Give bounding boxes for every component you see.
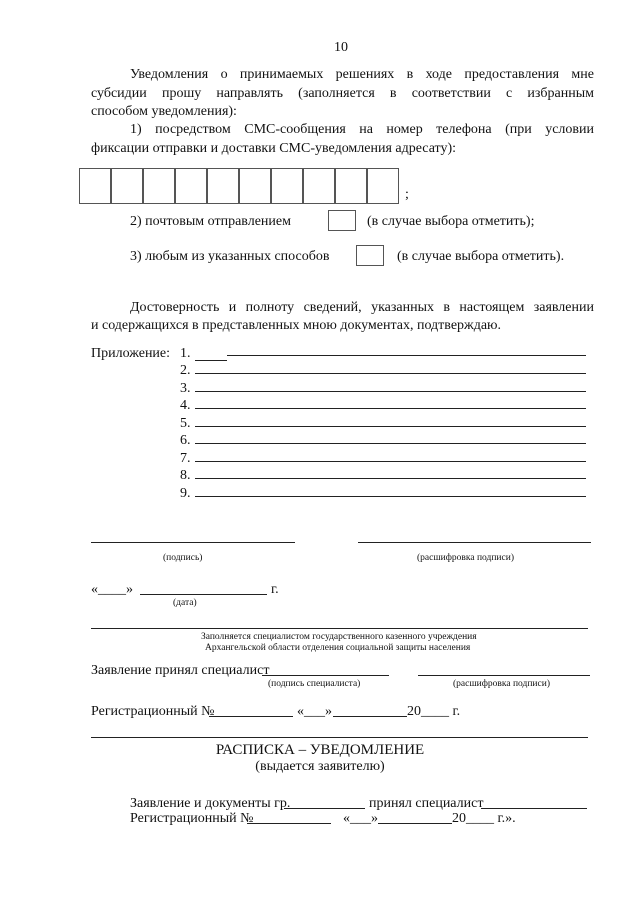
receipt-registration-label: Регистрационный №: [130, 811, 254, 826]
attachment-line[interactable]: [195, 461, 586, 462]
phone-digit-cell[interactable]: [143, 168, 175, 204]
attachment-number: 7.: [180, 451, 191, 466]
attachment-number: 5.: [180, 416, 191, 431]
receipt-line1-label: Заявление и документы гр.: [130, 796, 291, 811]
date-year-suffix: г.: [271, 582, 279, 597]
receipt-title: РАСПИСКА – УВЕДОМЛЕНИЕ: [215, 742, 425, 758]
option2-checkbox[interactable]: [328, 210, 356, 231]
option1-line-2: фиксации отправки и доставки СМС-уведомления адресату):: [91, 141, 457, 156]
option2-label: 2) почтовым отправлением: [130, 214, 291, 229]
signature-caption: (подпись): [163, 553, 203, 563]
receipt-specialist-line[interactable]: [481, 808, 587, 809]
accepted-label: Заявление принял специалист: [91, 663, 270, 678]
registration-label: Регистрационный №: [91, 704, 215, 719]
registration-number-line[interactable]: [209, 716, 293, 717]
signature-decode-line[interactable]: [358, 542, 591, 543]
attachment-number: 1.: [180, 346, 191, 361]
receipt-accepted-label: принял специалист: [369, 796, 484, 811]
receipt-year: 20____ г.».: [452, 811, 516, 826]
specialist-sign-caption: (подпись специалиста): [268, 679, 361, 689]
date-day: «____»: [91, 582, 133, 597]
phone-cells-semicolon: ;: [405, 187, 409, 202]
registration-year: 20____ г.: [407, 704, 461, 719]
fill-note-2: Архангельской области отделения социальной защиты населения: [205, 643, 471, 653]
attachment-line[interactable]: [195, 478, 586, 479]
attachment-line[interactable]: [195, 496, 586, 497]
attachment-line[interactable]: [195, 373, 586, 374]
notification-line-3: способом уведомления):: [91, 104, 237, 119]
notification-line-2: субсидии прошу направлять (заполняется в соответствии с избранным: [91, 86, 594, 101]
attachment-line[interactable]: [195, 408, 586, 409]
specialist-decode-caption: (расшифровка подписи): [453, 679, 550, 689]
attachment-line[interactable]: [195, 443, 586, 444]
registration-date-month-line[interactable]: [333, 716, 407, 717]
attachment-number: 3.: [180, 381, 191, 396]
divider-line: [91, 628, 588, 629]
receipt-date-day: «___»: [343, 811, 378, 826]
attachments-label: Приложение:: [91, 346, 171, 361]
notification-line-1: Уведомления о принимаемых решениях в ходе предоставления мне: [130, 67, 594, 82]
option3-checkbox[interactable]: [356, 245, 384, 266]
fill-note-1: Заполняется специалистом государственного казенного учреждения: [201, 632, 477, 642]
attachment-number: 9.: [180, 486, 191, 501]
option1-line-1: 1) посредством СМС-сообщения на номер телефона (при условии: [130, 122, 594, 137]
registration-date-day: «___»: [297, 704, 332, 719]
receipt-date-month-line[interactable]: [378, 823, 452, 824]
option3-label: 3) любым из указанных способов: [130, 249, 330, 264]
phone-digit-cell[interactable]: [175, 168, 207, 204]
attachment-number: 8.: [180, 468, 191, 483]
attachment-number: 4.: [180, 398, 191, 413]
attachment-line[interactable]: [195, 391, 586, 392]
specialist-signature-line[interactable]: [262, 675, 389, 676]
phone-digit-cell[interactable]: [367, 168, 399, 204]
receipt-applicant-line[interactable]: [284, 808, 365, 809]
phone-digit-cell[interactable]: [335, 168, 367, 204]
attachment-line[interactable]: [227, 355, 586, 356]
certify-line-1: Достоверность и полноту сведений, указанных в настоящем заявлении: [130, 300, 594, 315]
phone-digit-cell[interactable]: [239, 168, 271, 204]
phone-digit-cell[interactable]: [111, 168, 143, 204]
receipt-registration-number-line[interactable]: [247, 823, 331, 824]
phone-digit-cell[interactable]: [303, 168, 335, 204]
date-caption: (дата): [173, 598, 197, 608]
option2-note: (в случае выбора отметить);: [367, 214, 535, 229]
receipt-subtitle: (выдается заявителю): [255, 759, 385, 774]
attachment-line[interactable]: [195, 426, 586, 427]
certify-line-2: и содержащихся в представленных мною документах, подтверждаю.: [91, 318, 501, 333]
phone-digit-cell[interactable]: [271, 168, 303, 204]
date-month-line[interactable]: [140, 594, 267, 595]
attachment-number: 2.: [180, 363, 191, 378]
signature-line[interactable]: [91, 542, 295, 543]
phone-digit-cell[interactable]: [79, 168, 111, 204]
phone-digit-cell[interactable]: [207, 168, 239, 204]
attachment-line-short: [195, 360, 227, 361]
option3-note: (в случае выбора отметить).: [397, 249, 565, 264]
signature-decode-caption: (расшифровка подписи): [417, 553, 514, 563]
divider-line: [91, 737, 588, 738]
attachment-number: 6.: [180, 433, 191, 448]
specialist-decode-line[interactable]: [418, 675, 590, 676]
page-number: 10: [334, 40, 348, 55]
